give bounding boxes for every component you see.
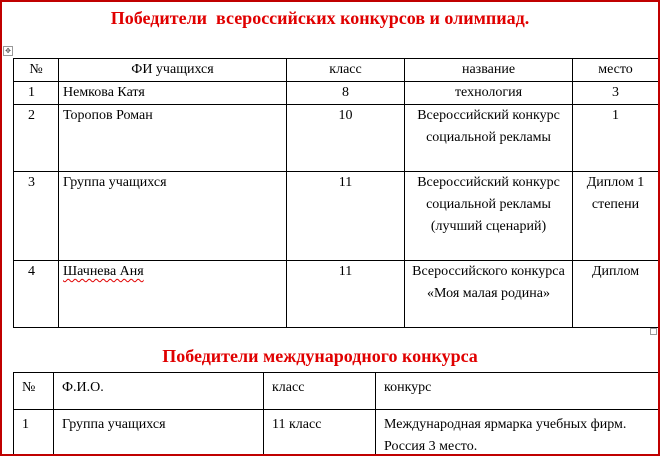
row-num: 2 [14, 105, 59, 172]
col-header-name: ФИ учащихся [59, 59, 287, 82]
row-place: 3 [573, 82, 659, 105]
table-row [14, 105, 659, 172]
international-winners-table [13, 372, 659, 456]
row-grade: 11 [287, 261, 405, 328]
row-title: Всероссийский конкурс социальной рекламы (лучший сценарий) [405, 172, 573, 261]
col-header-name: Ф.И.О. [54, 373, 264, 410]
table-header-row [14, 59, 659, 82]
table-resize-handle-icon[interactable] [650, 328, 657, 335]
row-name: Немкова Катя [59, 82, 287, 105]
row-grade: 11 класс [264, 410, 376, 456]
row-name: Группа учащихся [54, 410, 264, 456]
row-place: Диплом [573, 261, 659, 328]
row-title: технология [405, 82, 573, 105]
table-row [14, 172, 659, 261]
col-header-grade: класс [264, 373, 376, 410]
table-row [14, 410, 659, 456]
col-header-grade: класс [287, 59, 405, 82]
row-title: Всероссийский конкурс социальной рекламы [405, 105, 573, 172]
col-header-num: № [14, 373, 54, 410]
row-grade: 10 [287, 105, 405, 172]
row-num: 3 [14, 172, 59, 261]
table-header-row [14, 373, 659, 410]
row-grade: 11 [287, 172, 405, 261]
col-header-title: название [405, 59, 573, 82]
row-name [59, 261, 287, 328]
col-header-place: место [573, 59, 659, 82]
row-num: 4 [14, 261, 59, 328]
table-row [14, 82, 659, 105]
row-grade: 8 [287, 82, 405, 105]
row-name: Группа учащихся [59, 172, 287, 261]
table-move-handle-icon[interactable]: ✥ [3, 46, 13, 56]
row-num: 1 [14, 410, 54, 456]
spellcheck-name: Шачнева Аня [63, 264, 144, 279]
col-header-num: № [14, 59, 59, 82]
row-place: Диплом 1 степени [573, 172, 659, 261]
row-place: 1 [573, 105, 659, 172]
row-name: Торопов Роман [59, 105, 287, 172]
table-row [14, 261, 659, 328]
row-title: Всероссийского конкурса «Моя малая родина» [405, 261, 573, 328]
row-num: 1 [14, 82, 59, 105]
section2-title: Победители международного конкурса [162, 346, 478, 366]
national-winners-table [13, 58, 659, 328]
row-contest: Международная ярмарка учебных фирм. Россия 3 место. [376, 410, 659, 456]
section1-title: Победители всероссийских конкурсов и олимпиад. [110, 8, 530, 28]
col-header-contest: конкурс [376, 373, 659, 410]
